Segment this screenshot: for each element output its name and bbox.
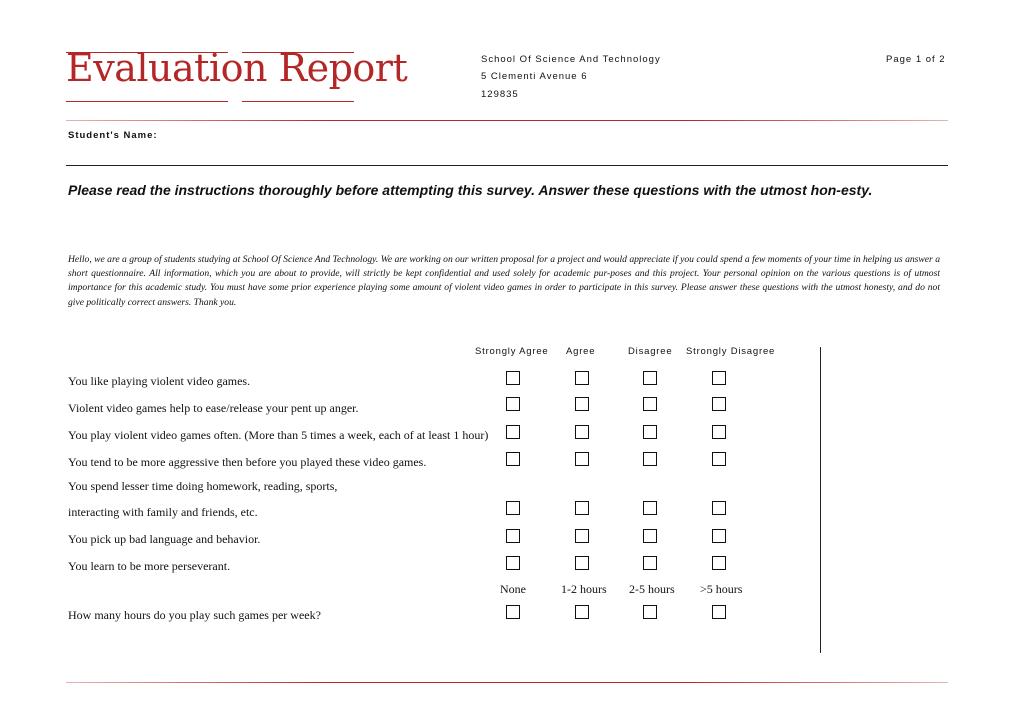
- checkbox-q4-agree[interactable]: [575, 452, 589, 466]
- hours-header-1-2: 1-2 hours: [561, 582, 607, 596]
- checkbox-q1-disagree[interactable]: [643, 371, 657, 385]
- checkbox-q7-disagree[interactable]: [643, 556, 657, 570]
- checkbox-q3-strongly-disagree[interactable]: [712, 425, 726, 439]
- checkbox-q2-strongly-agree[interactable]: [506, 397, 520, 411]
- hours-header-more-5: >5 hours: [700, 582, 743, 596]
- question-4: You tend to be more aggressive then before you played these video games.: [68, 455, 427, 469]
- question-6: You pick up bad language and behavior.: [68, 532, 261, 546]
- checkbox-q2-disagree[interactable]: [643, 397, 657, 411]
- checkbox-q7-strongly-disagree[interactable]: [712, 556, 726, 570]
- checkbox-q1-strongly-agree[interactable]: [506, 371, 520, 385]
- checkbox-q5-strongly-disagree[interactable]: [712, 501, 726, 515]
- hours-header-2-5: 2-5 hours: [629, 582, 675, 596]
- checkbox-q3-agree[interactable]: [575, 425, 589, 439]
- title-rule-bottom-left: [66, 101, 228, 102]
- question-1: You like playing violent video games.: [68, 374, 251, 388]
- checkbox-q5-disagree[interactable]: [643, 501, 657, 515]
- page-number: Page 1 of 2: [886, 54, 946, 65]
- question-5-line-2: interacting with family and friends, etc.: [68, 505, 258, 519]
- scale-header-agree: Agree: [566, 346, 596, 357]
- student-name-label: Student's Name:: [68, 130, 158, 141]
- checkbox-hours-none[interactable]: [506, 605, 520, 619]
- student-name-field-line[interactable]: [66, 165, 948, 166]
- right-margin-line: [820, 347, 821, 653]
- intro-paragraph: Hello, we are a group of students studying at School Of Science And Technology. We are working on our written proposal for a project and would appreciate if you could spend a few moments of your time in helping us answer a short questionnaire. All information, which you are about to provide, will strictly be kept confidential and used solely for academic pur-poses and this project. Your personal opinion on the various questions is of utmost importance for this academic study. You must have some prior experience playing some amount of violent video games in order to participate in this survey. Please answer these questions with the utmost honesty, and do not give politically correct answers. Thank you.: [68, 254, 940, 308]
- footer-divider: [66, 682, 948, 683]
- title-rule-bottom-right: [242, 101, 354, 102]
- checkbox-q4-disagree[interactable]: [643, 452, 657, 466]
- scale-header-strongly-disagree: Strongly Disagree: [686, 346, 776, 357]
- school-postal-code: 129835: [481, 89, 519, 100]
- question-2: Violent video games help to ease/release your pent up anger.: [68, 401, 359, 415]
- checkbox-q4-strongly-agree[interactable]: [506, 452, 520, 466]
- checkbox-q7-agree[interactable]: [575, 556, 589, 570]
- checkbox-q2-strongly-disagree[interactable]: [712, 397, 726, 411]
- checkbox-q6-strongly-disagree[interactable]: [712, 529, 726, 543]
- question-3: You play violent video games often. (More than 5 times a week, each of at least 1 hour): [68, 428, 489, 442]
- checkbox-q6-disagree[interactable]: [643, 529, 657, 543]
- checkbox-q5-agree[interactable]: [575, 501, 589, 515]
- checkbox-q3-disagree[interactable]: [643, 425, 657, 439]
- checkbox-q7-strongly-agree[interactable]: [506, 556, 520, 570]
- checkbox-q3-strongly-agree[interactable]: [506, 425, 520, 439]
- page-title: Evaluation Report: [66, 46, 408, 90]
- hours-question: How many hours do you play such games per week?: [68, 608, 321, 622]
- checkbox-q5-strongly-agree[interactable]: [506, 501, 520, 515]
- checkbox-hours-more-5[interactable]: [712, 605, 726, 619]
- checkbox-q1-strongly-disagree[interactable]: [712, 371, 726, 385]
- checkbox-q6-strongly-agree[interactable]: [506, 529, 520, 543]
- checkbox-q2-agree[interactable]: [575, 397, 589, 411]
- question-5-line-1: You spend lesser time doing homework, reading, sports,: [68, 479, 338, 493]
- header-divider: [66, 120, 948, 121]
- checkbox-q6-agree[interactable]: [575, 529, 589, 543]
- scale-header-disagree: Disagree: [628, 346, 673, 357]
- school-address: 5 Clementi Avenue 6: [481, 71, 588, 82]
- question-7: You learn to be more perseverant.: [68, 559, 231, 573]
- instructions-text: Please read the instructions thoroughly before attempting this survey. Answer these questions with the utmost hon-esty.: [68, 182, 873, 198]
- checkbox-q4-strongly-disagree[interactable]: [712, 452, 726, 466]
- school-name: School Of Science And Technology: [481, 54, 661, 65]
- scale-header-strongly-agree: Strongly Agree: [475, 346, 549, 357]
- checkbox-hours-2-5[interactable]: [643, 605, 657, 619]
- checkbox-hours-1-2[interactable]: [575, 605, 589, 619]
- hours-header-none: None: [500, 582, 526, 596]
- checkbox-q1-agree[interactable]: [575, 371, 589, 385]
